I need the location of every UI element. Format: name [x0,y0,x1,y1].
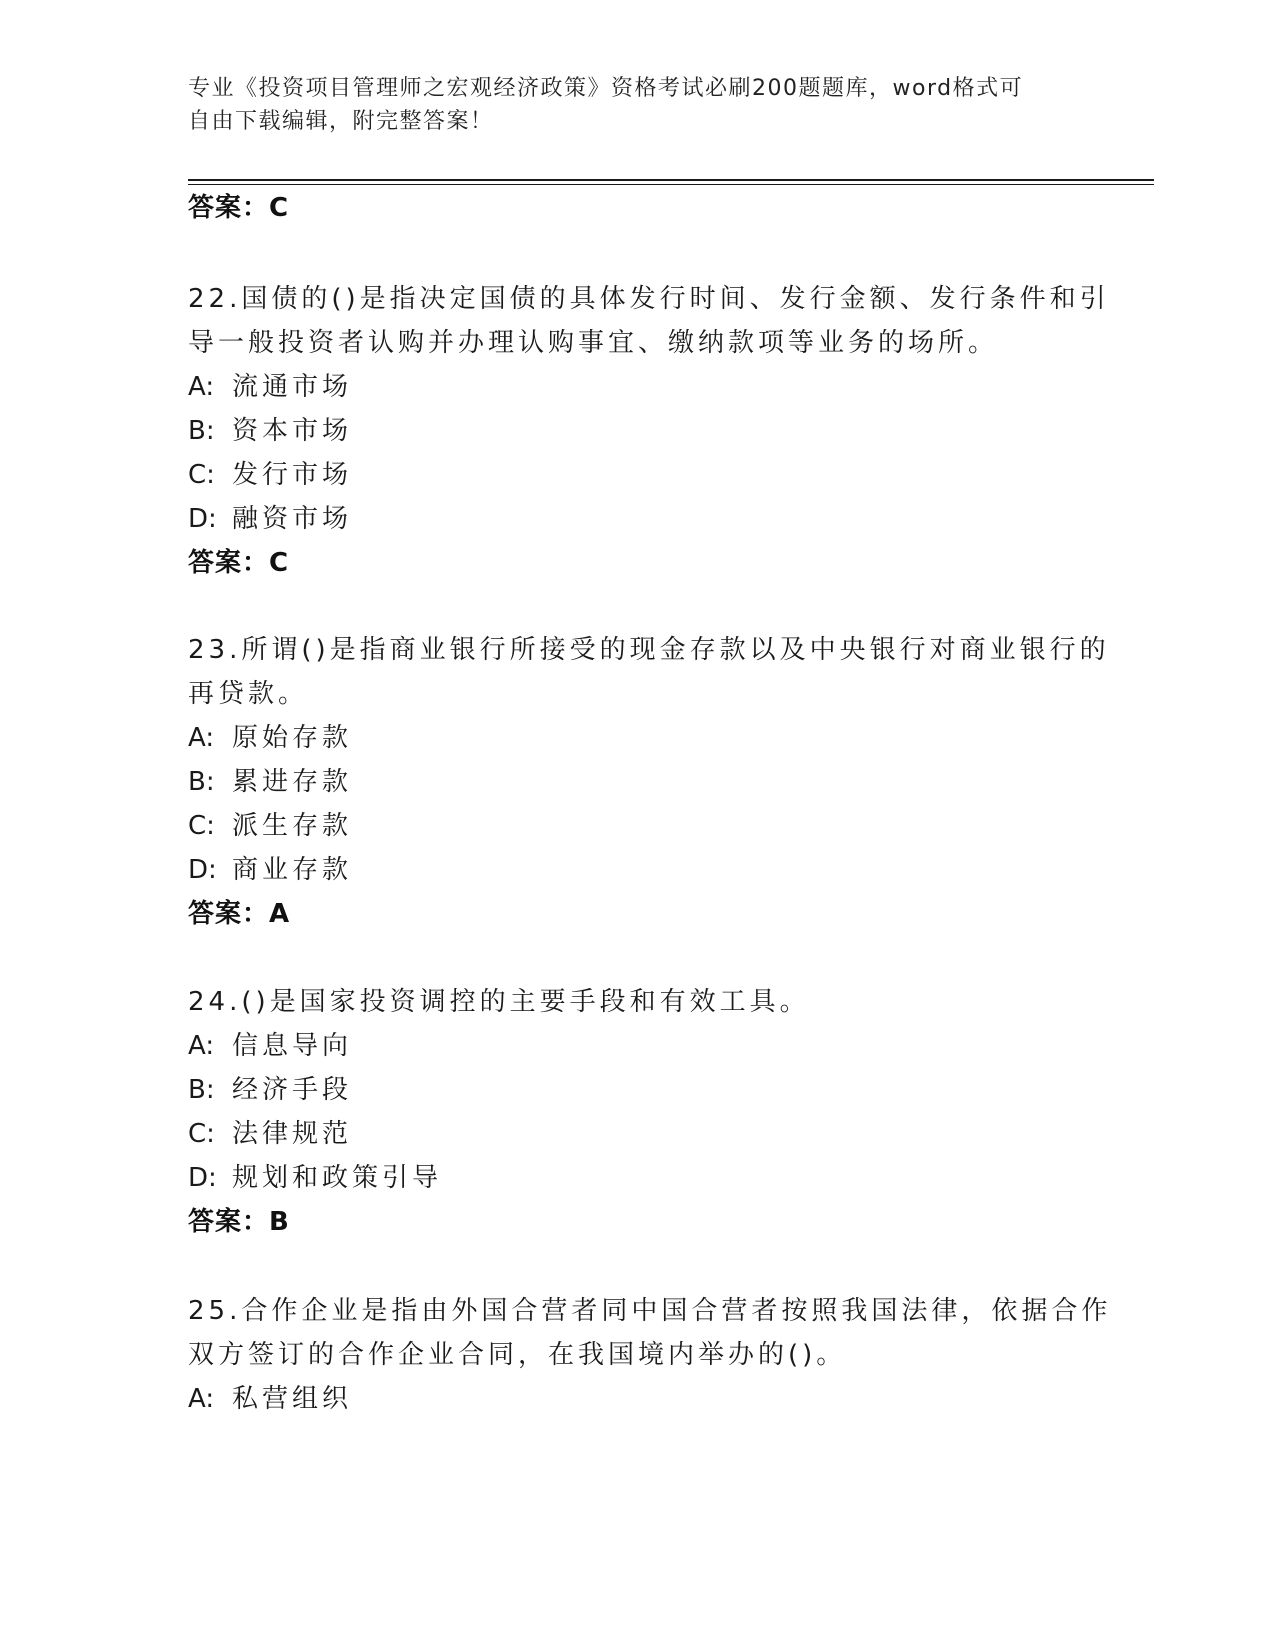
option-letter: D: [188,1163,217,1193]
option-letter: D: [188,504,217,534]
question-22-stem-line-1: 22.国债的()是指决定国债的具体发行时间、发行金额、发行条件和引 [188,284,1110,314]
option-letter: B: [188,416,215,446]
question-22-option-d [188,503,352,535]
option-letter: C: [188,460,215,490]
option-letter: A: [188,1031,215,1061]
option-letter: A: [188,372,215,402]
question-23-stem-line-1: 23.所谓()是指商业银行所接受的现金存款以及中央银行对商业银行的 [188,635,1110,665]
option-text: 融资市场 [232,504,353,534]
question-24-option-b [188,1074,352,1106]
question-25-stem-line-1: 25.合作企业是指由外国合营者同中国合营者按照我国法律，依据合作 [188,1296,1112,1326]
option-text: 商业存款 [232,855,353,885]
header-line-1: 专业《投资项目管理师之宏观经济政策》资格考试必刷200题题库，word格式可 [188,76,1024,101]
question-25-option-a [188,1383,352,1415]
header-divider-thick [188,179,1154,181]
question-23-option-d [188,854,352,886]
option-text: 法律规范 [232,1119,353,1149]
option-letter: B: [188,767,215,797]
option-text: 发行市场 [232,460,353,490]
question-23-answer: 答案：A [188,899,291,929]
question-23-stem-line-2: 再贷款。 [188,679,309,709]
question-22-option-c [188,459,352,491]
question-24-option-a [188,1030,352,1062]
option-text: 经济手段 [232,1075,353,1105]
question-24-option-d [188,1162,442,1194]
answer-label: 答案：C [188,193,290,223]
option-text: 流通市场 [232,372,353,402]
option-text: 累进存款 [232,767,353,797]
option-letter: B: [188,1075,215,1105]
question-22-option-b [188,415,352,447]
option-letter: C: [188,811,215,841]
question-23-option-c [188,810,352,842]
option-letter: A: [188,1384,215,1414]
option-text: 信息导向 [232,1031,353,1061]
option-letter: C: [188,1119,215,1149]
question-24-stem-line-1: 24.()是国家投资调控的主要手段和有效工具。 [188,987,810,1017]
option-letter: A: [188,723,215,753]
question-22-option-a [188,371,352,403]
question-25-stem-line-2: 双方签订的合作企业合同，在我国境内举办的()。 [188,1340,847,1370]
option-text: 私营组织 [232,1384,353,1414]
page-header [188,72,1088,138]
option-text: 原始存款 [232,723,353,753]
question-22-answer: 答案：C [188,548,290,578]
option-letter: D: [188,855,217,885]
option-text: 资本市场 [232,416,353,446]
question-23-option-a [188,722,352,754]
option-text: 规划和政策引导 [232,1163,443,1193]
question-23-option-b [188,766,352,798]
header-divider-thin [188,184,1154,185]
question-22-stem-line-2: 导一般投资者认购并办理认购事宜、缴纳款项等业务的场所。 [188,328,999,358]
question-24-answer: 答案：B [188,1207,290,1237]
option-text: 派生存款 [232,811,353,841]
header-line-2: 自由下载编辑，附完整答案！ [188,109,494,134]
question-24-option-c [188,1118,352,1150]
